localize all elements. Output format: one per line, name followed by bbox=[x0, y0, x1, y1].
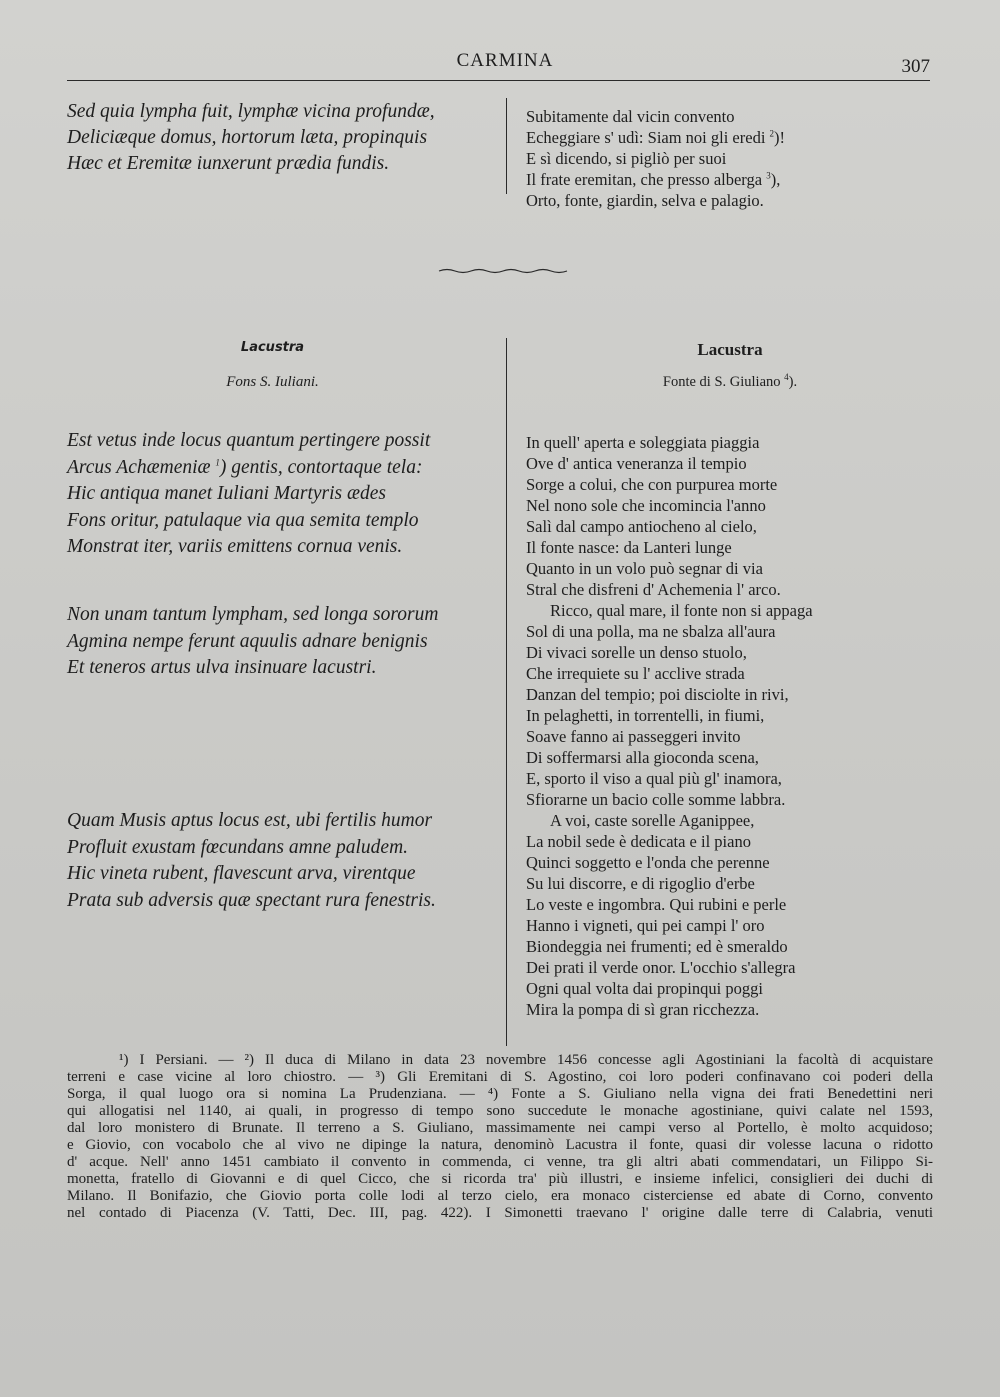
footnote-line: qui allogatisi nel 1140, ai quali, in progresso di tempo sono succedute le monache agostiniane, quivi calate nel 1593, bbox=[67, 1103, 933, 1119]
verse-line: Echeggiare s' udì: Siam noi gli eredi $^2$)! bbox=[526, 128, 786, 147]
verse-line: Sol di una polla, ma ne sbalza all'aura bbox=[526, 622, 776, 641]
verse-line: Di vivaci sorelle un denso stuolo, bbox=[526, 643, 747, 662]
footnote-line: dal loro monistero di Brunate. Il terreno a S. Giuliano, massimamente nei campi verso al Portello, è molto acquidoso; bbox=[67, 1120, 933, 1136]
verse-line: Sed quia lympha fuit, lymphæ vicina profundæ, bbox=[67, 101, 435, 122]
verse-line: E sì dicendo, si pigliò per suoi bbox=[526, 149, 727, 168]
verse-line: Arcus Achæmeniæ $^1$) gentis, contortaque tela: bbox=[67, 456, 423, 478]
footnote-line: terreni e case vicine al loro chiostro. — ³) Gli Eremitani di S. Agostino, coi loro poderi confinavano coi poderi della bbox=[67, 1069, 933, 1085]
top-italian-verses bbox=[526, 106, 926, 211]
verse-line: In pelaghetti, in torrentelli, in fiumi, bbox=[526, 706, 765, 725]
italian-section-title: Lacustra bbox=[697, 340, 763, 359]
footnote-line: ¹) I Persiani. — ²) Il duca di Milano in data 23 novembre 1456 concesse agli Agostiniani la facoltà di acquistare bbox=[119, 1052, 933, 1068]
verse-line: Hanno i vigneti, qui pei campi l' oro bbox=[526, 916, 765, 935]
latin-stanza-2 bbox=[67, 602, 497, 682]
footnote-line: d' acque. Nell' anno 1451 cambiato il convento in commenda, ci venne, tra gli altri abati commendatari, un Filippo Si- bbox=[67, 1154, 933, 1170]
verse-line: Sorge a colui, che con purpurea morte bbox=[526, 475, 778, 494]
verse-line: Di soffermarsi alla gioconda scena, bbox=[526, 748, 759, 767]
verse-line: Fons oritur, patulaque via qua semita templo bbox=[67, 509, 419, 531]
footnote-ref: 1 bbox=[215, 457, 220, 467]
italian-section-subtitle: Fonte di S. Giuliano $^4$). bbox=[662, 372, 798, 390]
verse-line: A voi, caste sorelle Aganippee, bbox=[550, 811, 755, 830]
verse-line: Dei prati il verde onor. L'occhio s'allegra bbox=[526, 958, 796, 977]
verse-line: E, sporto il viso a qual più gl' inamora, bbox=[526, 769, 782, 788]
verse-line: Danzan del tempio; poi disciolte in rivi, bbox=[526, 685, 789, 704]
verse-line: Ove d' antica veneranza il tempio bbox=[526, 454, 747, 473]
footnote-ref: 2 bbox=[769, 128, 775, 139]
footnotes bbox=[67, 1052, 933, 1222]
verse-line: Et teneros artus ulva insinuare lacustri. bbox=[67, 657, 377, 678]
verse-line: Est vetus inde locus quantum pertingere possit bbox=[67, 430, 431, 451]
verse-line: Non unam tantum lympham, sed longa sororum bbox=[67, 604, 439, 625]
footnote-ref: 3 bbox=[766, 170, 771, 181]
footnote-line: nel contado di Piacenza (V. Tatti, Dec. III, pag. 422). I Simonetti traevano l' origine dalle terre di Calabria, venuti bbox=[67, 1205, 933, 1221]
verse-line: Monstrat iter, variis emittens cornua venis. bbox=[67, 536, 403, 557]
verse-line: Lo veste e ingombra. Qui rubini e perle bbox=[526, 895, 787, 914]
ornamental-rule bbox=[437, 266, 569, 276]
verse-line: Ricco, qual mare, il fonte non si appaga bbox=[550, 601, 813, 620]
latin-stanza-3 bbox=[67, 808, 497, 914]
footnote-line: Sorga, il qual luogo ora si nomina La Prudenziana. — ⁴) Fonte a S. Giuliano nella vigna dei frati Benedettini neri bbox=[67, 1086, 933, 1102]
verse-line: La nobil sede è dedicata e il piano bbox=[526, 832, 751, 851]
verse-line: Subitamente dal vicin convento bbox=[526, 107, 735, 126]
verse-line: Ogni qual volta dai propinqui poggi bbox=[526, 979, 763, 998]
verse-line: Che irrequiete su l' acclive strada bbox=[526, 664, 745, 683]
column-divider bbox=[506, 338, 507, 1046]
verse-line: Quinci soggetto e l'onda che perenne bbox=[526, 853, 770, 872]
latin-stanza-1 bbox=[67, 428, 497, 561]
latin-section-title: Lacustra bbox=[240, 340, 305, 355]
verse-line: Sfiorarne un bacio colle somme labbra. bbox=[526, 790, 786, 809]
latin-section-subtitle: Fons S. Iuliani. bbox=[226, 374, 319, 390]
italian-verses bbox=[526, 432, 926, 1020]
verse-line: Su lui discorre, e di rigoglio d'erbe bbox=[526, 874, 755, 893]
verse-line: Orto, fonte, giardin, selva e palagio. bbox=[526, 191, 764, 210]
footnote-ref: 4 bbox=[784, 372, 789, 383]
verse-line: Hæc et Eremitæ iunxerunt prædia fundis. bbox=[67, 153, 390, 174]
footnote-line: monetta, fratello di Giovanni e di quel Cicco, che si ricorda tra' più illustri, e insieme infelici, consiglieri dei duchi di bbox=[67, 1171, 933, 1187]
column-divider bbox=[506, 98, 507, 194]
verse-line: Hic vineta rubent, flavescunt arva, virentque bbox=[67, 863, 416, 884]
running-head bbox=[0, 50, 1000, 80]
verse-line: Nel nono sole che incomincia l'anno bbox=[526, 496, 766, 515]
verse-line: Deliciæque domus, hortorum læta, propinquis bbox=[67, 127, 428, 148]
verse-line: Soave fanno ai passeggeri invito bbox=[526, 727, 741, 746]
verse-line: Mira la pompa di sì gran ricchezza. bbox=[526, 1000, 760, 1019]
verse-line: Quam Musis aptus locus est, ubi fertilis humor bbox=[67, 810, 433, 831]
verse-line: Agmina nempe ferunt aquulis adnare benignis bbox=[67, 630, 428, 652]
verse-line: Prata sub adversis quæ spectant rura fenestris. bbox=[67, 889, 436, 911]
verse-line: Quanto in un volo può segnar di via bbox=[526, 559, 763, 578]
verse-line: Stral che disfreni d' Achemenia l' arco. bbox=[526, 580, 781, 599]
verse-line: Salì dal campo antiocheno al cielo, bbox=[526, 517, 757, 536]
verse-line: Il fonte nasce: da Lanteri lunge bbox=[526, 538, 732, 557]
running-head-title: CARMINA bbox=[456, 50, 554, 71]
verse-line: Il frate eremitan, che presso alberga $^3$), bbox=[526, 170, 781, 189]
verse-line: Profluit exustam fœcundans amne paludem. bbox=[67, 836, 409, 858]
footnote-line: e Giovio, con vocabolo che al vivo ne dipinge la natura, denominò Lacustra il fonte, quasi dir volesse lacuna o ridotto bbox=[67, 1137, 933, 1153]
page-number: 307 bbox=[901, 56, 930, 77]
top-latin-verses bbox=[67, 99, 497, 177]
verse-line: In quell' aperta e soleggiata piaggia bbox=[526, 433, 760, 452]
verse-line: Hic antiqua manet Iuliani Martyris ædes bbox=[67, 483, 387, 504]
footnote-line: Milano. Il Bonifazio, che Giovio porta colle lodi al terzo cielo, era monaco cisterciense ed abate di Corno, convento bbox=[67, 1188, 933, 1204]
header-rule bbox=[67, 80, 930, 81]
verse-line: Biondeggia nei frumenti; ed è smeraldo bbox=[526, 937, 788, 956]
